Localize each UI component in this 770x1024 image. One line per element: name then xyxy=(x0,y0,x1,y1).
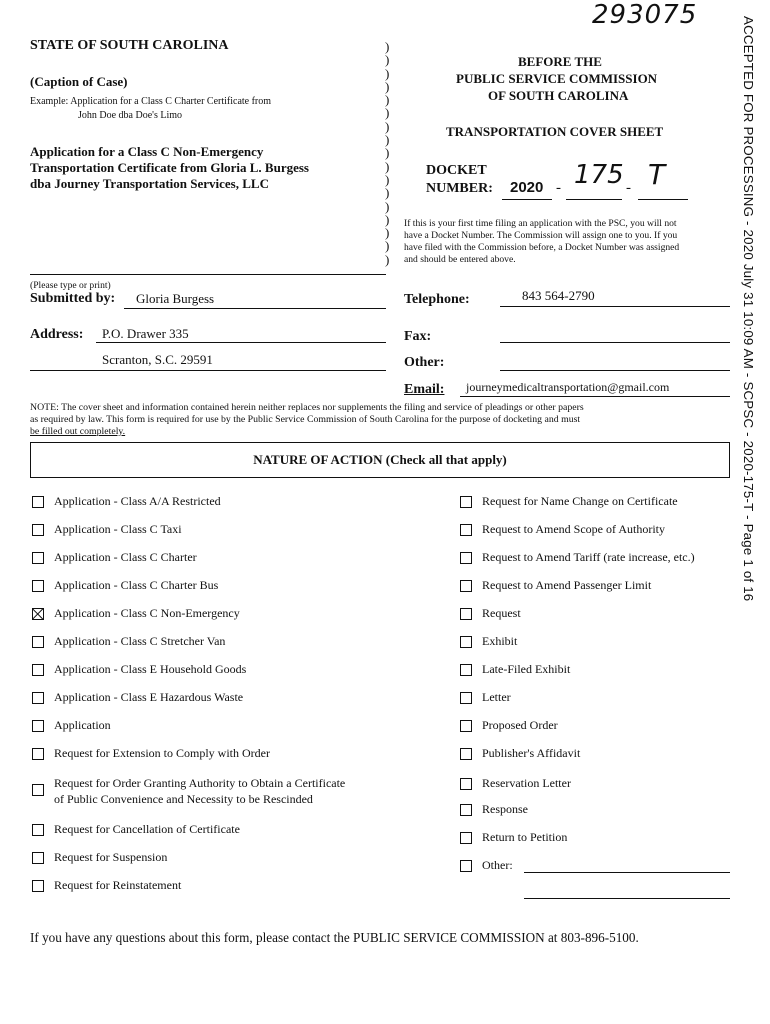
checkbox-class-e-household-goods[interactable] xyxy=(32,664,44,676)
checkbox-exhibit[interactable] xyxy=(460,636,472,648)
option-request-for-reinstatement: Request for Reinstatement xyxy=(54,878,182,892)
print-note: (Please type or print) xyxy=(30,280,111,291)
other-specify-line[interactable] xyxy=(524,872,730,873)
docket-number[interactable]: 175 xyxy=(574,160,624,190)
option-other: Other: xyxy=(482,858,513,872)
checkbox-reservation-letter[interactable] xyxy=(460,778,472,790)
address-line-2-rule xyxy=(30,370,386,371)
email-line xyxy=(460,396,730,397)
checkbox-request[interactable] xyxy=(460,608,472,620)
address-line-2[interactable]: Scranton, S.C. 29591 xyxy=(102,352,213,367)
checkbox-late-filed-exhibit[interactable] xyxy=(460,664,472,676)
submitted-by-label: Submitted by: xyxy=(30,291,116,306)
telephone-line xyxy=(500,306,730,307)
sheet-title: TRANSPORTATION COVER SHEET xyxy=(446,124,664,139)
option-amend-scope: Request to Amend Scope of Authority xyxy=(482,522,665,536)
caption-bottom-rule xyxy=(30,274,386,275)
checkbox-amend-tariff[interactable] xyxy=(460,552,472,564)
checkbox-class-c-taxi[interactable] xyxy=(32,524,44,536)
option-letter: Letter xyxy=(482,690,511,704)
case-caption-line-1: Application for a Class C Non-Emergency xyxy=(30,144,264,159)
example-line-2: John Doe dba Doe's Limo xyxy=(78,110,183,121)
fax-line xyxy=(500,342,730,343)
docket-note-3: have filed with the Commission before, a Docket Number was assigned xyxy=(404,242,680,253)
option-class-c-taxi: Application - Class C Taxi xyxy=(54,522,182,536)
checkbox-class-c-stretcher-van[interactable] xyxy=(32,636,44,648)
submitted-by-line xyxy=(124,308,386,309)
option-order-rescind-certificate: Request for Order Granting Authority to Obtain a Certificate xyxy=(54,776,346,790)
nature-of-action-title: NATURE OF ACTION (Check all that apply) xyxy=(253,452,507,467)
option-response: Response xyxy=(482,802,528,816)
checkbox-name-change[interactable] xyxy=(460,496,472,508)
commission-name: PUBLIC SERVICE COMMISSION xyxy=(456,71,658,86)
acceptance-stamp: ACCEPTED FOR PROCESSING - 2020 July 31 10:09 AM - SCPSC - 2020-175-T - Page 1 of 16 xyxy=(741,16,756,602)
option-class-e-hazardous-waste: Application - Class E Hazardous Waste xyxy=(54,690,244,704)
docket-year[interactable]: 2020 xyxy=(510,179,544,196)
docket-sep-2: - xyxy=(626,180,631,196)
address-label: Address: xyxy=(30,327,84,342)
email-value[interactable]: journeymedicaltransportation@gmail.com xyxy=(466,380,670,394)
telephone-value[interactable]: 843 564-2790 xyxy=(522,288,595,303)
option-proposed-order: Proposed Order xyxy=(482,718,558,732)
address-line-1[interactable]: P.O. Drawer 335 xyxy=(102,326,189,341)
before-the: BEFORE THE xyxy=(518,54,602,69)
docket-note-2: have a Docket Number. The Commission will assign one to you. If you xyxy=(404,230,678,241)
other-specify-line-2[interactable] xyxy=(524,898,730,899)
checkbox-proposed-order[interactable] xyxy=(460,720,472,732)
option-class-c-stretcher-van: Application - Class C Stretcher Van xyxy=(54,634,226,648)
option-exhibit: Exhibit xyxy=(482,634,518,648)
email-label: Email: xyxy=(404,382,445,397)
option-class-aa-restricted: Application - Class A/A Restricted xyxy=(54,494,221,508)
checkbox-extension-to-comply[interactable] xyxy=(32,748,44,760)
checkbox-class-c-charter[interactable] xyxy=(32,552,44,564)
option-amend-tariff: Request to Amend Tariff (rate increase, etc.) xyxy=(482,550,695,564)
docket-sep-1: - xyxy=(556,180,561,196)
option-amend-passenger-limit: Request to Amend Passenger Limit xyxy=(482,578,652,592)
checkbox-application[interactable] xyxy=(32,720,44,732)
checkbox-class-c-non-emergency[interactable] xyxy=(32,608,44,620)
docket-note-1: If this is your first time filing an application with the PSC, you will not xyxy=(404,218,677,229)
commission-state: OF SOUTH CAROLINA xyxy=(488,88,629,103)
docket-number-line xyxy=(566,199,622,200)
caption-label: (Caption of Case) xyxy=(30,74,128,89)
notice-line-1: NOTE: The cover sheet and information contained herein neither replaces nor supplements the filing and service of pleadings or other papers xyxy=(30,402,584,413)
checkbox-request-for-reinstatement[interactable] xyxy=(32,880,44,892)
docket-year-line xyxy=(502,199,552,200)
other-label: Other: xyxy=(404,355,445,370)
case-caption-line-2: Transportation Certificate from Gloria L. Burgess xyxy=(30,160,309,175)
docket-label-1: DOCKET xyxy=(426,163,487,178)
checkbox-response[interactable] xyxy=(460,804,472,816)
docket-type[interactable]: T xyxy=(648,158,666,191)
other-line xyxy=(500,370,730,371)
example-line-1: Example: Application for a Class C Charter Certificate from xyxy=(30,96,272,107)
checkbox-publishers-affidavit[interactable] xyxy=(460,748,472,760)
option-name-change: Request for Name Change on Certificate xyxy=(482,494,678,508)
checkbox-class-aa-restricted[interactable] xyxy=(32,496,44,508)
submitted-by-value[interactable]: Gloria Burgess xyxy=(136,291,215,306)
checkbox-return-to-petition[interactable] xyxy=(460,832,472,844)
docket-label-2: NUMBER: xyxy=(426,181,493,196)
option-reservation-letter: Reservation Letter xyxy=(482,776,571,790)
checkbox-letter[interactable] xyxy=(460,692,472,704)
handwritten-number: 293075 xyxy=(592,0,698,30)
option-class-c-charter: Application - Class C Charter xyxy=(54,550,197,564)
option-publishers-affidavit: Publisher's Affidavit xyxy=(482,746,581,760)
telephone-label: Telephone: xyxy=(404,292,470,307)
option-extension-to-comply: Request for Extension to Comply with Order xyxy=(54,746,270,760)
option-cancellation-of-certificate: Request for Cancellation of Certificate xyxy=(54,822,240,836)
state-heading: STATE OF SOUTH CAROLINA xyxy=(30,38,229,53)
option-class-c-charter-bus: Application - Class C Charter Bus xyxy=(54,578,219,592)
case-caption-line-3: dba Journey Transportation Services, LLC xyxy=(30,176,269,191)
checkbox-class-c-charter-bus[interactable] xyxy=(32,580,44,592)
option-request-for-suspension: Request for Suspension xyxy=(54,850,168,864)
option-class-c-non-emergency: Application - Class C Non-Emergency xyxy=(54,606,240,620)
option-return-to-petition: Return to Petition xyxy=(482,830,568,844)
docket-note-4: and should be entered above. xyxy=(404,254,516,265)
checkbox-amend-passenger-limit[interactable] xyxy=(460,580,472,592)
option-order-rescind-certificate-line-2: of Public Convenience and Necessity to be Rescinded xyxy=(54,792,313,806)
notice-line-2: as required by law. This form is required for use by the Public Service Commission of South Carolina for the purpose of docketing and must xyxy=(30,414,581,425)
notice-line-3: be filled out completely. xyxy=(30,426,126,437)
checkbox-amend-scope[interactable] xyxy=(460,524,472,536)
footer-contact-note: If you have any questions about this form, please contact the PUBLIC SERVICE COMMISSION at 803-896-5100. xyxy=(30,930,639,945)
docket-type-line xyxy=(638,199,688,200)
checkbox-other[interactable] xyxy=(460,860,472,872)
checkbox-request-for-suspension[interactable] xyxy=(32,852,44,864)
checkbox-order-rescind-certificate[interactable] xyxy=(32,784,44,796)
checkbox-cancellation-of-certificate[interactable] xyxy=(32,824,44,836)
option-class-e-household-goods: Application - Class E Household Goods xyxy=(54,662,247,676)
option-application: Application xyxy=(54,718,111,732)
option-late-filed-exhibit: Late-Filed Exhibit xyxy=(482,662,571,676)
checkbox-class-e-hazardous-waste[interactable] xyxy=(32,692,44,704)
fax-label: Fax: xyxy=(404,329,432,344)
option-request: Request xyxy=(482,606,521,620)
address-line-1-rule xyxy=(96,342,386,343)
caption-divider: ) ) ) ) ) ) ) ) ) ) ) ) ) ) ) ) ) xyxy=(385,39,390,267)
